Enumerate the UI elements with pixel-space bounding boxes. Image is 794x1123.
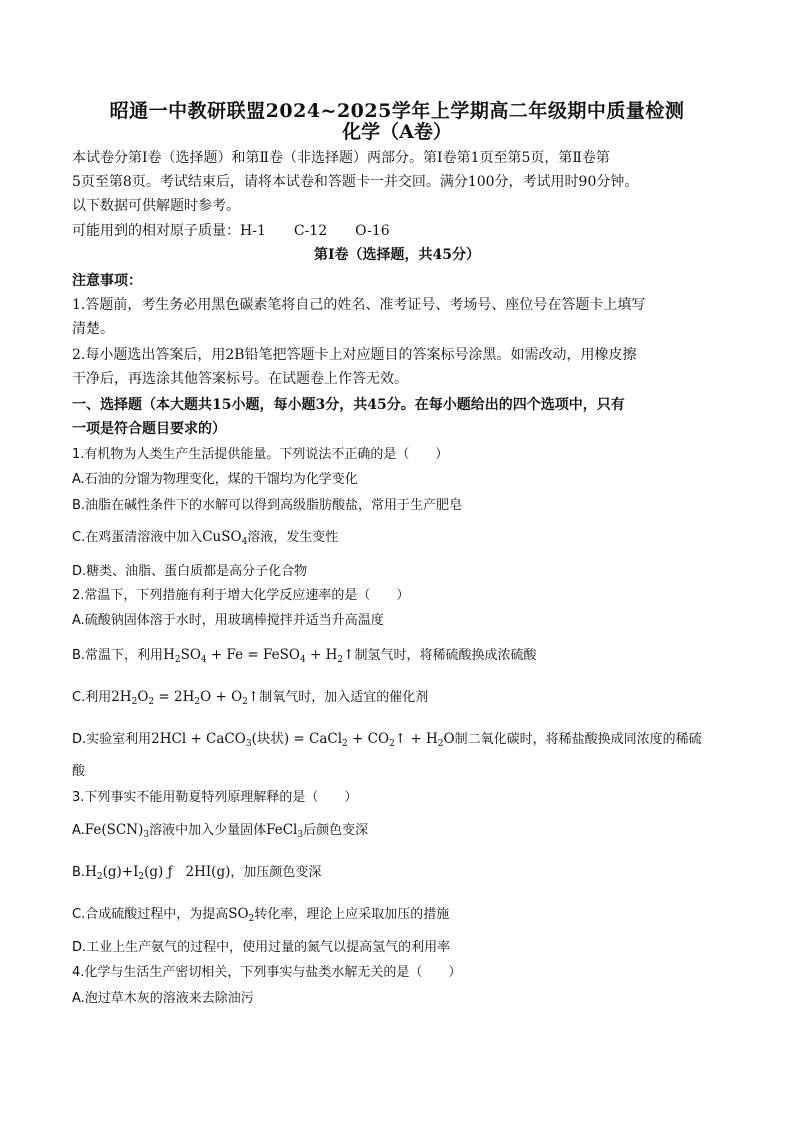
q1-option-d: D.糖类、油脂、蛋白质都是高分子化合物: [72, 564, 308, 579]
intro-line-2: 5页至第8页。考试结束后，请将本试卷和答题卡一并交回。满分100分，考试用时90分钟。: [72, 174, 639, 190]
formula-fe-scn3: $Fe(SCN)_3$: [84, 822, 150, 840]
q4-stem: 4.化学与生活生产密切相关，下列事实与盐类水解无关的是（ ）: [72, 965, 462, 980]
intro-line-3: 以下数据可供解题时参考。: [72, 198, 240, 214]
q3-option-b: $B.H_2(g)+I_2(g)$ ƒ 2HI(g)，加压颜色变深: [72, 864, 322, 882]
section1-heading-line-1: 一、选择题（本大题共15小题，每小题3分，共45分。在每小题给出的四个选项中，只有: [72, 397, 625, 413]
q1-option-a: A.石油的分馏为物理变化，煤的干馏均为化学变化: [72, 472, 358, 487]
atomic-mass-o: O-16: [355, 223, 390, 239]
q2-option-c: C.利用$2H_2O_2 = 2H_2O$ + $O_2↑$制氧气时，加入适宜的催化剂: [72, 689, 429, 707]
q1-option-c: C.在鸡蛋清溶液中加入CuSO$_4$溶液，发生变性: [72, 529, 339, 547]
atomic-mass-c: C-12: [293, 223, 328, 239]
q3-option-c: C.合成硫酸过程中，为提高$SO_2$转化率，理论上应采取加压的措施: [72, 906, 450, 924]
q2-option-b: B.常温下，利用$H_2SO_4 + Fe$ = FeSO$_4$ + $H_2↑$制氢气时，将稀硫酸换成浓硫酸: [72, 647, 537, 665]
note-2-line-1: 2.每小题选出答案后，用2B铅笔把答题卡上对应题目的答案标号涂黑。如需改动，用橡皮擦: [72, 347, 637, 363]
part1-heading: 第Ⅰ卷（选择题，共45分）: [313, 247, 481, 263]
q1-stem: 1.有机物为人类生产生活提供能量。下列说法不正确的是（ ）: [72, 447, 449, 462]
section1-heading-line-2: 一项是符合题目要求的）: [72, 421, 226, 437]
exam-title: 昭通一中教研联盟2024~2025学年上学期高二年级期中质量检测: [109, 100, 685, 122]
atomic-masses: [72, 222, 732, 240]
equation-h2o2: $2H_2O_2 = 2H_2O$ + $O_2↑$: [111, 689, 260, 707]
q2-stem: 2.常温下，下列措施有利于增大化学反应速率的是（ ）: [72, 588, 410, 603]
note-1-line-1: 1.答题前，考生务必用黑色碳素笔将自己的姓名、准考证号、考场号、座位号在答题卡上填写: [72, 297, 646, 313]
q2-option-d: D.实验室利用2HCl + CaCO$_3$(块状) = CaCl$_2$ + $CO_2↑ + H_2O$制二氧化碳时，将稀盐酸换成同浓度的稀硫: [72, 731, 702, 749]
atomic-masses-label: 可能用到的相对原子质量：: [72, 223, 240, 239]
exam-subtitle: 化学（A卷）: [342, 121, 452, 143]
note-2-line-2: 干净后，再选涂其他答案标号。在试题卷上作答无效。: [72, 371, 408, 387]
atomic-mass-h: H-1: [240, 223, 266, 239]
formula-cuso4: CuSO$_4$: [202, 529, 248, 547]
intro-line-1: 本试卷分第Ⅰ卷（选择题）和第Ⅱ卷（非选择题）两部分。第Ⅰ卷第1页至第5页，第Ⅱ卷第: [72, 150, 610, 166]
q3-stem: 3.下列事实不能用勒夏特列原理解释的是（ ）: [72, 790, 358, 805]
notes-heading: 注意事项：: [72, 273, 142, 289]
q2-option-a: A.硫酸钠固体溶于水时，用玻璃棒搅拌并适当升高温度: [72, 613, 384, 628]
note-1-line-2: 清楚。: [72, 321, 114, 337]
q3-option-a: $A.Fe(SCN)_3$溶液中加入少量固体FeCl$_3$后颜色变深: [72, 822, 369, 840]
formula-fecl3: FeCl$_3$: [266, 822, 304, 840]
q2-option-d-line-2: 酸: [72, 764, 86, 779]
equation-fe-h2so4: $H_2SO_4 + Fe$ = FeSO$_4$ + $H_2↑$: [163, 647, 355, 665]
formula-so2: $SO_2$: [228, 906, 255, 924]
q4-option-a: A.泡过草木灰的溶液来去除油污: [72, 991, 254, 1006]
equation-caco3: 2HCl + CaCO$_3$(块状) = CaCl$_2$ + $CO_2↑ + H_2O$: [151, 731, 455, 749]
q1-option-b: B.油脂在碱性条件下的水解可以得到高级脂肪酸盐，常用于生产肥皂: [72, 498, 463, 513]
q3-option-d: D.工业上生产氨气的过程中，使用过量的氮气以提高氢气的利用率: [72, 940, 451, 955]
equation-h2-i2: $H_2(g)+I_2(g)$ ƒ 2HI(g): [85, 864, 231, 882]
